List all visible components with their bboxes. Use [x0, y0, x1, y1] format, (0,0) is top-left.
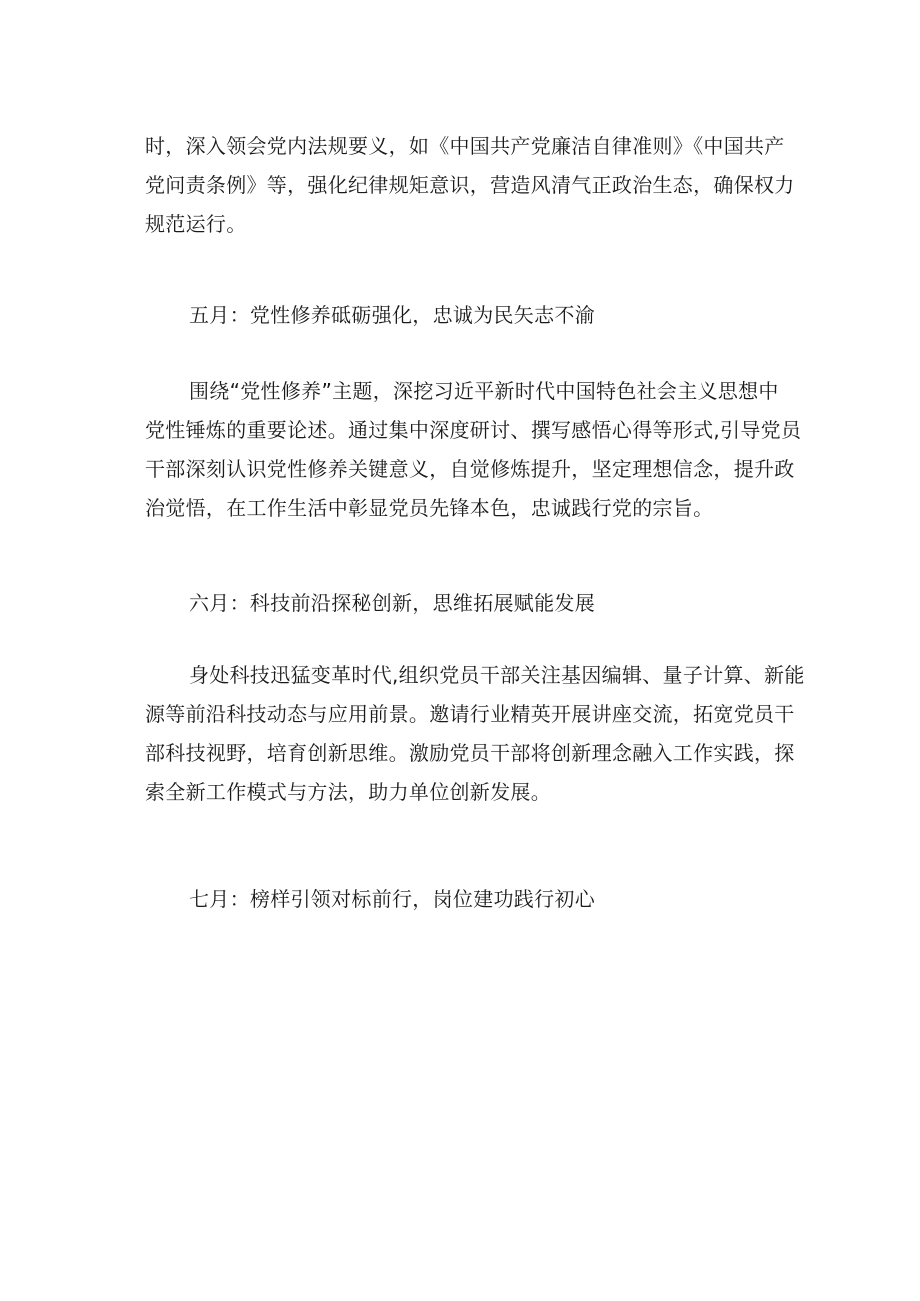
heading-july: [145, 880, 805, 919]
heading-june: [145, 584, 805, 623]
section-heading: 六月：科技前沿探秘创新，思维拓展赋能发展: [189, 591, 595, 615]
text-line: 党性锤炼的重要论述。通过集中深度研讨、撰写感悟心得等形式,引导党员: [145, 418, 802, 442]
text-line: 身处科技迅猛变革时代,组织党员干部关注基因编辑、量子计算、新能: [189, 663, 805, 687]
section-heading: 七月：榜样引领对标前行，岗位建功践行初心: [189, 887, 595, 911]
text-line: 治觉悟，在工作生活中彰显党员先锋本色，忠诚践行党的宗旨。: [145, 496, 714, 520]
text-line: 规范运行。: [145, 212, 247, 236]
heading-may: [145, 296, 805, 335]
paragraph-may: [145, 372, 805, 528]
text-line: 部科技视野，培育创新思维。激励党员干部将创新理念融入工作实践，探: [145, 741, 795, 765]
text-line: 围绕“党性修养”主题，深挖习近平新时代中国特色社会主义思想中: [189, 379, 779, 403]
text-line: 干部深刻认识党性修养关键意义，自觉修炼提升，坚定理想信念，提升政: [145, 457, 795, 481]
text-line: 源等前沿科技动态与应用前景。邀请行业精英开展讲座交流，拓宽党员干: [145, 702, 795, 726]
text-line: 党问责条例》等，强化纪律规矩意识，营造风清气正政治生态，确保权力: [145, 173, 795, 197]
text-line: 时，深入领会党内法规要义，如《中国共产党廉洁自律准则》《中国共产: [145, 134, 785, 158]
text-line: 索全新工作模式与方法，助力单位创新发展。: [145, 780, 551, 804]
paragraph-discipline-continued: [145, 127, 805, 244]
paragraph-june: [145, 656, 805, 812]
section-heading: 五月：党性修养砥砺强化，忠诚为民矢志不渝: [189, 303, 595, 327]
